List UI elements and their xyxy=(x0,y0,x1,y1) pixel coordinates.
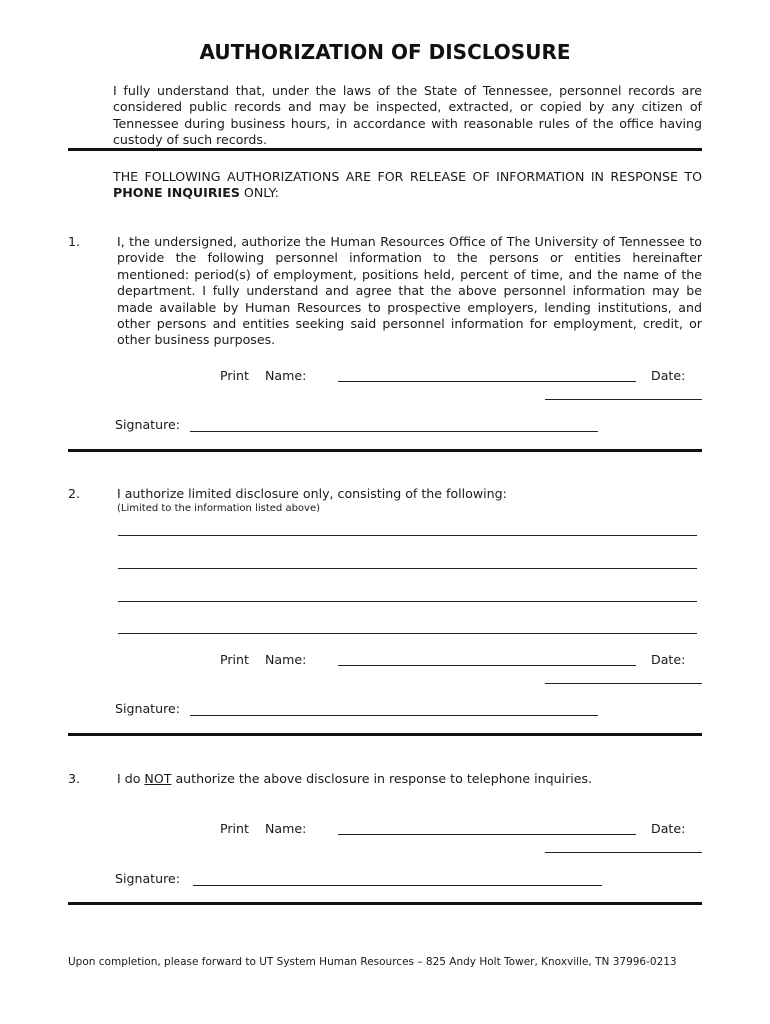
section-1-text: I, the undersigned, authorize the Human Resources Office of The University of Tennessee to provide the following personnel information to the persons or entities hereinafter mentioned: period(s) of employment, positions held, percent of time, and the name of the department. I fully understand and agree that the above personnel information may be made available by Human Resources to prospective employers, lending institutions, and other persons and entities seeking said personnel information for employment, credit, or other business purposes. xyxy=(117,234,702,348)
divider xyxy=(68,902,702,905)
disclosure-line-3[interactable] xyxy=(118,601,697,602)
name-label: Name: xyxy=(265,821,307,836)
section-3-text-end: authorize the above disclosure in response to telephone inquiries. xyxy=(171,771,593,786)
disclosure-line-4[interactable] xyxy=(118,633,697,634)
disclosure-line-2[interactable] xyxy=(118,568,697,569)
print-label: Print xyxy=(220,368,249,383)
notice-text-end: ONLY: xyxy=(239,185,279,201)
section-3-number: 3. xyxy=(68,771,81,786)
date-field-3[interactable] xyxy=(545,852,702,853)
footer-note: Upon completion, please forward to UT System Human Resources – 825 Andy Holt Tower, Knoxville, TN 37996-0213 xyxy=(68,956,677,968)
notice-paragraph xyxy=(113,169,702,202)
divider xyxy=(68,148,702,151)
section-1-number: 1. xyxy=(68,234,81,249)
intro-paragraph: I fully understand that, under the laws of the State of Tennessee, personnel records are considered public records and may be inspected, extracted, or copied by any citizen of Tennessee during business hours, in accordance with reasonable rules of the office having custody of such records. xyxy=(113,83,702,148)
name-label: Name: xyxy=(265,368,307,383)
print-name-field-2[interactable] xyxy=(338,665,636,666)
signature-field-1[interactable] xyxy=(190,431,598,432)
date-label: Date: xyxy=(651,368,686,383)
notice-text: THE FOLLOWING AUTHORIZATIONS ARE FOR RELEASE OF INFORMATION IN RESPONSE TO xyxy=(113,169,702,184)
date-label: Date: xyxy=(651,652,686,667)
print-label: Print xyxy=(220,652,249,667)
signature-field-3[interactable] xyxy=(193,885,602,886)
date-label: Date: xyxy=(651,821,686,836)
signature-field-2[interactable] xyxy=(190,715,598,716)
section-2-number: 2. xyxy=(68,486,81,501)
signature-label: Signature: xyxy=(115,417,180,432)
date-field-1[interactable] xyxy=(545,399,702,400)
divider xyxy=(68,449,702,452)
signature-label: Signature: xyxy=(115,701,180,716)
notice-emphasis: PHONE INQUIRIES xyxy=(113,185,240,201)
section-2-note: (Limited to the information listed above) xyxy=(117,503,321,514)
divider xyxy=(68,733,702,736)
print-name-field-3[interactable] xyxy=(338,834,636,835)
print-name-field-1[interactable] xyxy=(338,381,636,382)
date-field-2[interactable] xyxy=(545,683,702,684)
section-3-text xyxy=(117,771,592,786)
print-label: Print xyxy=(220,821,249,836)
name-label: Name: xyxy=(265,652,307,667)
section-2-text: I authorize limited disclosure only, consisting of the following: xyxy=(117,486,507,501)
page-title: AUTHORIZATION OF DISCLOSURE xyxy=(199,40,571,64)
disclosure-line-1[interactable] xyxy=(118,535,697,536)
section-3-not: NOT xyxy=(144,771,172,786)
signature-label: Signature: xyxy=(115,871,180,886)
section-3-text-start: I do xyxy=(117,771,145,786)
